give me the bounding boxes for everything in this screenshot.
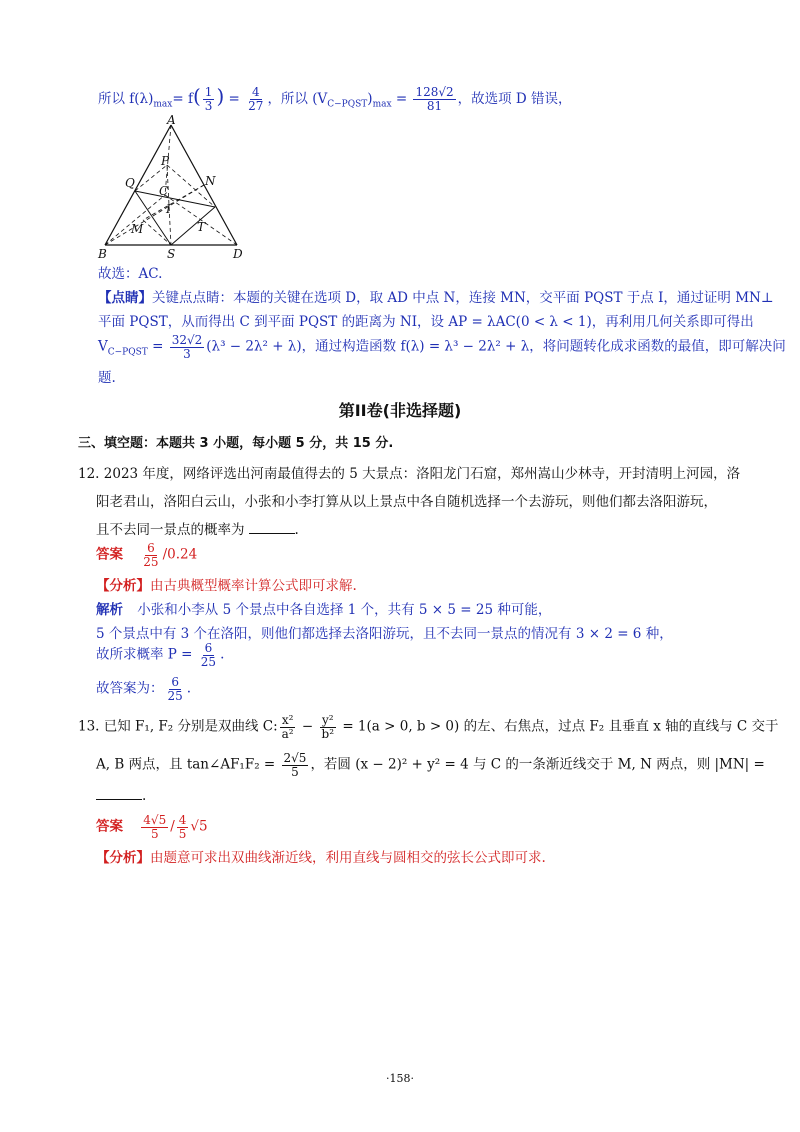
- text: √5: [190, 818, 208, 835]
- page-number: ·158·: [386, 1072, 414, 1085]
- subscript: max: [153, 99, 173, 110]
- denominator: 5: [178, 826, 187, 841]
- q12-answer: [96, 542, 197, 568]
- comment-line-3: [98, 334, 786, 360]
- q13-line-2: [96, 752, 765, 778]
- denominator: 25: [143, 554, 159, 569]
- text: 由题意可求出双曲线渐近线，利用直线与圆相交的弦长公式即可求.: [150, 850, 546, 866]
- fraction: [282, 752, 309, 778]
- numerator: x²: [281, 713, 294, 727]
- denominator: 25: [200, 654, 217, 669]
- edge-QS: [135, 191, 171, 245]
- text: .: [294, 522, 299, 538]
- label-S: S: [167, 247, 176, 260]
- numerator: 4: [178, 813, 187, 827]
- text: = 1(a > 0, b > 0) 的左、右焦点，过点 F₂ 且垂直 x 轴的直线与 C 交于: [338, 718, 779, 735]
- numerator: y²: [321, 713, 334, 727]
- q13-answer: [96, 814, 208, 840]
- answer-blank: [96, 798, 142, 800]
- q13-line-1: [78, 714, 779, 740]
- label-C: C: [159, 184, 169, 198]
- section-3-heading: 三、填空题：本题共 3 小题，每小题 5 分，共 15 分.: [78, 436, 394, 451]
- text: −: [297, 718, 318, 735]
- answer-tag: 答案: [96, 818, 123, 835]
- comment-tag: 【点睛】: [98, 290, 152, 306]
- answer-tag: 答案: [96, 546, 123, 563]
- fraction: [246, 86, 265, 112]
- section-title: 第II卷(非选择题): [338, 401, 462, 420]
- label-T: T: [197, 220, 206, 234]
- q12-analysis: [96, 574, 357, 594]
- text: 所以 f(λ): [98, 91, 154, 107]
- denominator: 3: [183, 346, 191, 361]
- fraction: [413, 86, 455, 112]
- text: 关键点点睛：本题的关键在选项 D，取 AD 中点 N，连接 MN，交平面 PQST 于点 I，通过证明 MN⊥: [152, 290, 774, 306]
- denominator: 5: [150, 826, 159, 841]
- q12-solution-3: [96, 642, 224, 668]
- numerator: 128√2: [415, 85, 454, 100]
- edge-QT: [135, 191, 215, 207]
- numerator: 4: [251, 85, 260, 100]
- q12-solution-4: [96, 676, 191, 702]
- text: ，故选项 D 错误，: [457, 91, 572, 107]
- text: 故所求概率 P =: [96, 646, 197, 663]
- numerator: 1: [204, 85, 213, 100]
- comment-line-2: 平面 PQST，从而得出 C 到平面 PQST 的距离为 NI，设 AP = λAC(0 < λ < 1)，再利用几何关系即可得出: [98, 314, 754, 330]
- text: ，所以 (V: [267, 91, 328, 107]
- q12-line-3: [96, 518, 299, 538]
- numerator: 4√5: [143, 813, 167, 827]
- text: 13. 已知 F₁, F₂ 分别是双曲线 C:: [78, 718, 278, 735]
- label-B: B: [98, 247, 107, 260]
- text: A, B 两点，且 tan∠AF₁F₂ =: [96, 756, 280, 773]
- edge-BC: [105, 195, 165, 245]
- q12-line-1: 12. 2023 年度，网络评选出河南最值得去的 5 大景点：洛阳龙门石窟，郑州嵩山少林寺，开封清明上河园，洛: [78, 466, 741, 482]
- text: 故答案为：: [96, 680, 164, 697]
- conclusion-line: 所以 $f(\lambda)_{max}= f$( $\frac{1}{3}$ ) = $\frac{4}{27}$ ，所以 $(V_{C-PQST})_{max}$ = $\frac{128√2}{81}$ ，故选项 D 错误，: [98, 84, 572, 113]
- q13-analysis: [96, 846, 546, 866]
- denominator: 27: [248, 99, 264, 113]
- label-A: A: [167, 115, 176, 127]
- text: =: [224, 91, 245, 107]
- q12-solution-2: 5 个景点中有 3 个在洛阳，则他们都选择去洛阳游玩，且不去同一景点的情况有 3 × 2 = 6 种，: [96, 626, 673, 642]
- answer-blank: [249, 532, 295, 534]
- label-M: M: [131, 222, 144, 236]
- text: (λ³ − 2λ² + λ)，通过构造函数 f(λ) = λ³ − 2λ² + λ，将问题转化成求函数的最值，即可解决问: [206, 338, 786, 355]
- text: 小张和小李从 5 个景点中各自选择 1 个，共有 5 × 5 = 25 种可能，: [137, 602, 552, 618]
- denominator: b²: [321, 726, 335, 741]
- fraction: [199, 642, 218, 668]
- denominator: 81: [426, 99, 443, 113]
- text: =: [391, 91, 412, 107]
- fraction: [320, 714, 337, 740]
- fraction: [203, 86, 215, 112]
- fraction: [141, 542, 160, 568]
- text: /0.24: [162, 546, 198, 563]
- text: ，若圆 (x − 2)² + y² = 4 与 C 的一条渐近线交于 M, N 两点，则 |MN| =: [310, 756, 765, 773]
- label-D: D: [233, 247, 243, 260]
- label-N: N: [205, 174, 216, 188]
- text: = f: [172, 91, 193, 107]
- denominator: 25: [167, 688, 183, 703]
- label-I: I: [166, 202, 171, 216]
- label-Q: Q: [125, 176, 135, 190]
- q12-line-2: 阳老君山，洛阳白云山，小张和小李打算从以上景点中各自随机选择一个去游玩，则他们都去洛阳游玩，: [96, 494, 717, 510]
- solution-tag: 解析: [96, 602, 123, 618]
- subscript: C−PQST: [327, 99, 368, 110]
- fraction: [177, 814, 189, 840]
- subscript: C−PQST: [107, 347, 148, 358]
- analysis-tag: 【分析】: [96, 850, 150, 866]
- answer-line: 故选：AC.: [98, 266, 163, 282]
- numerator: 6: [204, 641, 213, 655]
- denominator: 5: [291, 764, 299, 779]
- text: ): [367, 91, 373, 107]
- text: .: [186, 680, 192, 697]
- numerator: 6: [147, 541, 155, 555]
- label-P: P: [161, 154, 170, 168]
- q12-solution-1: [96, 598, 551, 618]
- text: V: [98, 338, 108, 355]
- edge-ST: [171, 207, 215, 245]
- text: .: [142, 788, 147, 804]
- text: =: [147, 338, 168, 355]
- segment-BN: [105, 185, 204, 245]
- text: 由古典概型概率计算公式即可求解.: [150, 578, 357, 594]
- fraction: [141, 814, 168, 840]
- fraction: [166, 676, 185, 702]
- denominator: 3: [204, 99, 213, 113]
- denominator: a²: [281, 726, 294, 741]
- numerator: 6: [171, 675, 179, 689]
- numerator: 32√2: [171, 333, 203, 347]
- text: 且不去同一景点的概率为: [96, 522, 245, 538]
- q13-line-3: [96, 788, 146, 804]
- text: /: [170, 818, 175, 835]
- fraction: [170, 334, 205, 360]
- tetrahedron-figure: [95, 115, 255, 260]
- analysis-tag: 【分析】: [96, 578, 150, 594]
- comment-line-1: [98, 286, 774, 306]
- fraction: [280, 714, 296, 740]
- text: .: [220, 646, 225, 663]
- comment-line-4: 题.: [98, 370, 116, 386]
- subscript: max: [372, 99, 392, 110]
- numerator: 2√5: [283, 751, 307, 765]
